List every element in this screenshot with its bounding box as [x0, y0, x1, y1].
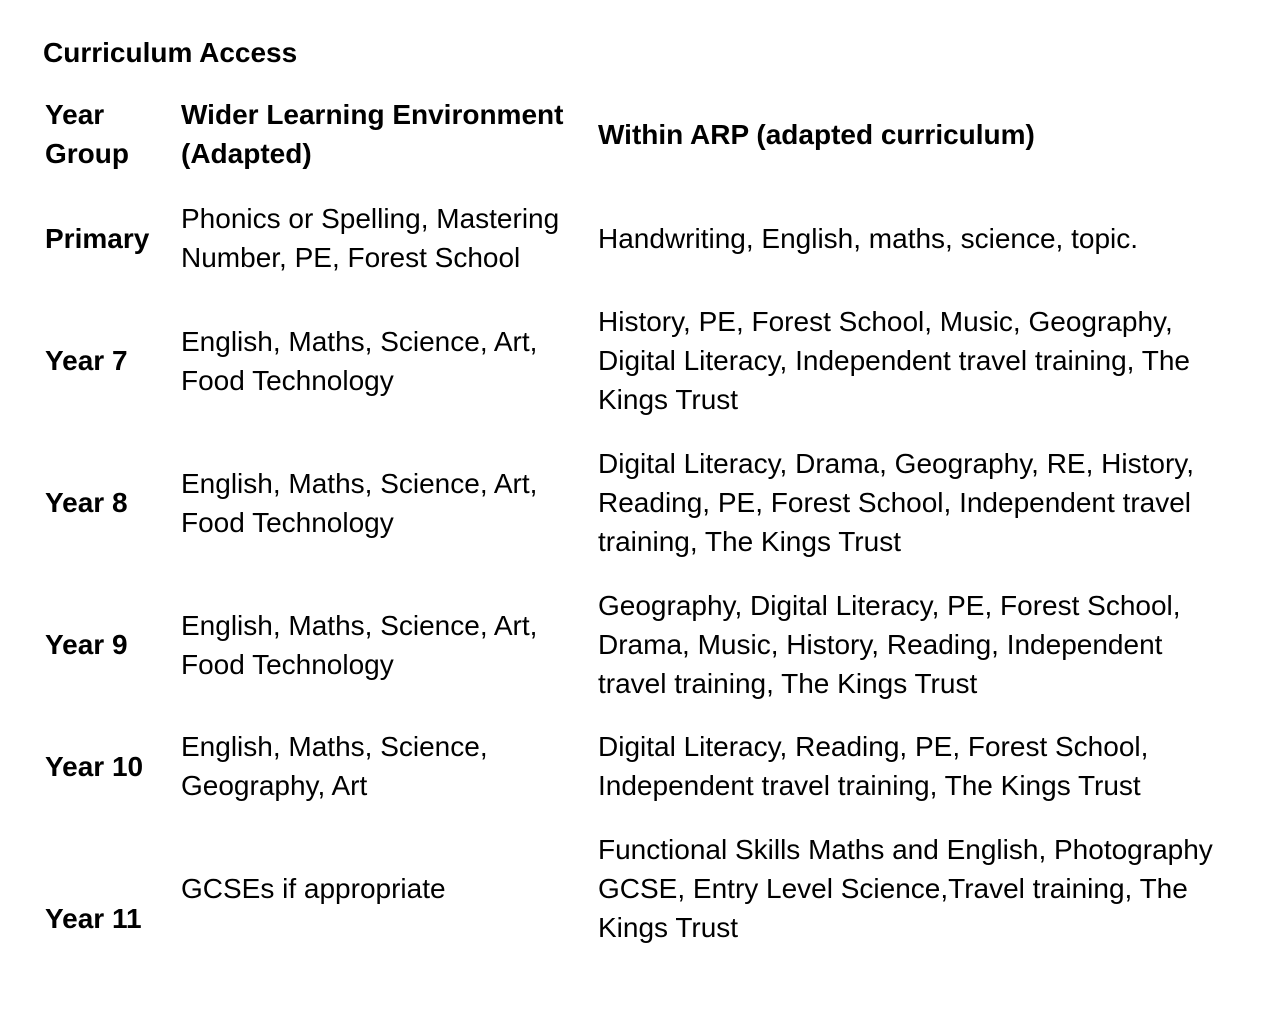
header-within-arp: Within ARP (adapted curriculum) [598, 118, 1035, 150]
row-wider: English, Maths, Science, Art, Food Technology [181, 467, 538, 538]
row-arp: History, PE, Forest School, Music, Geography, Digital Literacy, Independent travel training, The Kings Trust [598, 306, 1190, 415]
row-year: Year 10 [45, 750, 144, 782]
row-wider: Phonics or Spelling, Mastering Number, PE, Forest School [181, 203, 560, 273]
header-year-group: Year Group [45, 99, 129, 169]
row-year: Year 7 [45, 345, 128, 376]
page-title: Curriculum Access [43, 37, 298, 68]
row-wider: English, Maths, Science, Art, Food Technology [181, 609, 538, 680]
row-wider: GCSEs if appropriate [181, 873, 446, 904]
header-wider-learning: Wider Learning Environment (Adapted) [181, 99, 564, 169]
row-year: Primary [45, 222, 150, 254]
row-arp: Digital Literacy, Drama, Geography, RE, History, Reading, PE, Forest School, Independent travel training, The Kings Trust [598, 448, 1194, 557]
row-year: Year 11 [45, 903, 142, 934]
row-arp: Geography, Digital Literacy, PE, Forest School, Drama, Music, History, Reading, Independent travel training, The Kings Trust [598, 590, 1181, 699]
row-year: Year 9 [45, 629, 128, 660]
row-year: Year 8 [45, 487, 128, 518]
row-arp: Digital Literacy, Reading, PE, Forest School, Independent travel training, The Kings Trust [598, 731, 1149, 801]
row-wider: English, Maths, Science, Geography, Art [181, 731, 488, 801]
row-arp: Handwriting, English, maths, science, topic. [598, 222, 1139, 254]
row-wider: English, Maths, Science, Art, Food Technology [181, 325, 538, 396]
row-arp: Functional Skills Maths and English, Photography GCSE, Entry Level Science,Travel training, The Kings Trust [598, 834, 1213, 943]
